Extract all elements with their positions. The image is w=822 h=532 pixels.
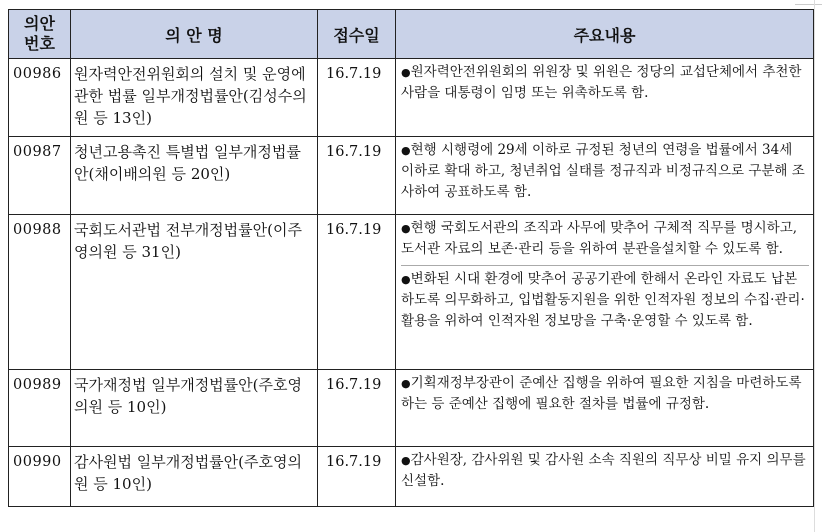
bullet-icon: ● [401, 144, 411, 157]
frame-edge-top [795, 4, 822, 5]
content-point-text: 변화된 시대 환경에 맞추어 공공기관에 한해서 온라인 자료도 납본하도록 의무화하고, 입법활동지원을 위한 인적자원 정보의 수집·관리·활용을 위하여 인적자원 정보망을 구축·운영할 수 있도록 함. [401, 271, 805, 329]
received-date: 16.7.19 [318, 447, 396, 507]
content-point [401, 447, 809, 497]
content-point [401, 59, 809, 109]
bill-number: 00988 [9, 215, 71, 370]
bill-name: 국가재정법 일부개정법률안(주호영의원 등 10인) [71, 370, 318, 447]
bills-table [8, 9, 814, 507]
content-point-text: 현행 시행령에 29세 이하로 규정된 청년의 연령을 법률에서 34세 이하로 확대 하고, 청년취업 실태를 정규직과 비정규직으로 구분해 조사하여 공표하도록 함. [401, 142, 805, 200]
received-date: 16.7.19 [318, 59, 396, 137]
bill-number: 00989 [9, 370, 71, 447]
frame-edge-right [814, 0, 815, 532]
bullet-icon: ● [401, 454, 411, 467]
bullet-icon: ● [401, 273, 411, 286]
content-point [401, 370, 809, 420]
table-header [9, 10, 814, 59]
table-row [9, 59, 814, 137]
bill-number: 00986 [9, 59, 71, 137]
bill-name: 국회도서관법 전부개정법률안(이주영의원 등 31인) [71, 215, 318, 370]
received-date: 16.7.19 [318, 137, 396, 215]
bill-name: 감사원법 일부개정법률안(주호영의원 등 10인) [71, 447, 318, 507]
content-point-text: 원자력안전위원회의 위원장 및 위원은 정당의 교섭단체에서 추천한 사람을 대통령이 임명 또는 위촉하도록 함. [401, 64, 802, 101]
content-point-text: 감사원장, 감사위원 및 감사원 소속 직원의 직무상 비밀 유지 의무를 신설함. [401, 452, 806, 489]
content-point [401, 265, 809, 337]
main-content [396, 59, 814, 137]
header-main-content: 주요내용 [396, 10, 814, 59]
main-content [396, 370, 814, 447]
bullet-icon: ● [401, 66, 411, 79]
content-point [401, 215, 809, 265]
bill-name: 청년고용촉진 특별법 일부개정법률안(채이배의원 등 20인) [71, 137, 318, 215]
main-content [396, 215, 814, 370]
header-bill-name: 의 안 명 [71, 10, 318, 59]
content-point [401, 137, 809, 208]
table-row [9, 447, 814, 507]
main-content [396, 137, 814, 215]
bullet-icon: ● [401, 222, 411, 235]
bullet-icon: ● [401, 377, 411, 390]
content-point-text: 현행 국회도서관의 조직과 사무에 맞추어 구체적 직무를 명시하고, 도서관 자료의 보존·관리 등을 위하여 분관을설치할 수 있도록 함. [401, 220, 798, 257]
header-bill-number-line2: 번호 [24, 34, 55, 53]
header-row [9, 10, 814, 59]
main-content [396, 447, 814, 507]
header-bill-number-line1: 의안 [24, 14, 55, 33]
bill-name: 원자력안전위원회의 설치 및 운영에 관한 법률 일부개정법률안(김성수의원 등 13인) [71, 59, 318, 137]
received-date: 16.7.19 [318, 215, 396, 370]
content-point-text: 기획재정부장관이 준예산 집행을 위하여 필요한 지침을 마련하도록 하는 등 준예산 집행에 필요한 절차를 법률에 규정함. [401, 375, 802, 412]
bill-number: 00987 [9, 137, 71, 215]
header-received-date: 접수일 [318, 10, 396, 59]
table-row [9, 370, 814, 447]
table-row [9, 137, 814, 215]
header-bill-number [9, 10, 71, 59]
bill-number: 00990 [9, 447, 71, 507]
received-date: 16.7.19 [318, 370, 396, 447]
table-row [9, 215, 814, 370]
